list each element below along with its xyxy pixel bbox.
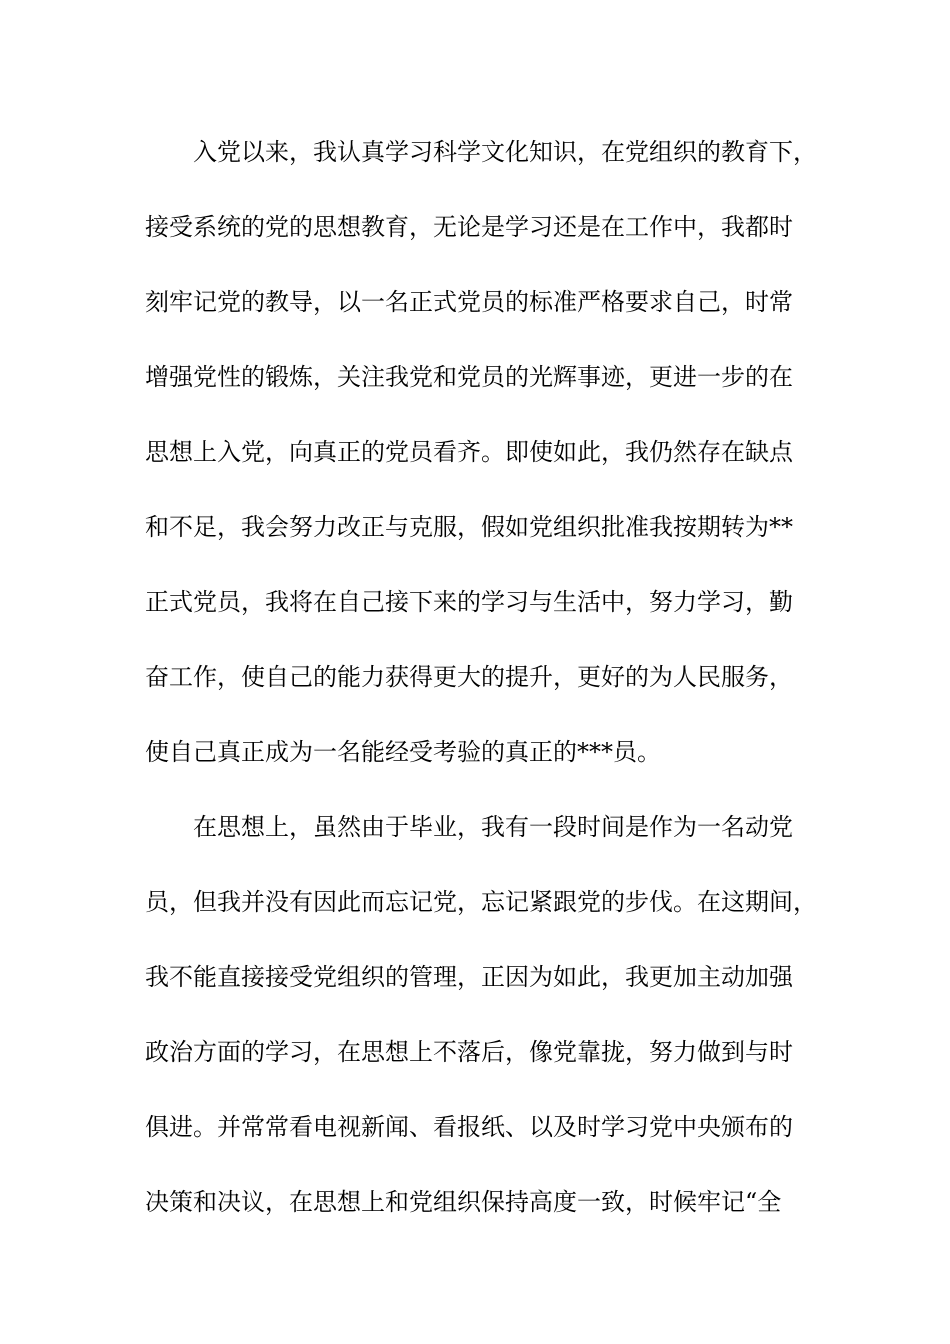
paragraph-line: 员，但我并没有因此而忘记党，忘记紧跟党的步伐。在这期间，	[145, 888, 817, 916]
paragraph-line: 增强党性的锻炼，关注我党和党员的光辉事迹，更进一步的在	[145, 363, 793, 391]
paragraph-line: 思想上入党，向真正的党员看齐。即使如此，我仍然存在缺点	[145, 438, 793, 466]
paragraph-line: 在思想上，虽然由于毕业，我有一段时间是作为一名动党	[193, 813, 793, 841]
paragraph-line: 和不足，我会努力改正与克服，假如党组织批准我按期转为**	[145, 513, 793, 541]
paragraph-line: 奋工作，使自己的能力获得更大的提升，更好的为人民服务，	[145, 663, 793, 691]
paragraph-line: 刻牢记党的教导，以一名正式党员的标准严格要求自己，时常	[145, 288, 793, 316]
paragraph-line: 政治方面的学习，在思想上不落后，像党靠拢，努力做到与时	[145, 1038, 793, 1066]
paragraph-line: 俱进。并常常看电视新闻、看报纸、以及时学习党中央颁布的	[145, 1113, 793, 1141]
paragraph-line: 使自己真正成为一名能经受考验的真正的***员。	[145, 738, 661, 766]
paragraph-line: 决策和决议，在思想上和党组织保持高度一致，时候牢记“全	[145, 1188, 782, 1216]
paragraph-line: 正式党员，我将在自己接下来的学习与生活中，努力学习，勤	[145, 588, 793, 616]
paragraph-line: 接受系统的党的思想教育，无论是学习还是在工作中，我都时	[145, 213, 793, 241]
paragraph-line: 入党以来，我认真学习科学文化知识，在党组织的教育下，	[193, 138, 817, 166]
paragraph-line: 我不能直接接受党组织的管理，正因为如此，我更加主动加强	[145, 963, 793, 991]
